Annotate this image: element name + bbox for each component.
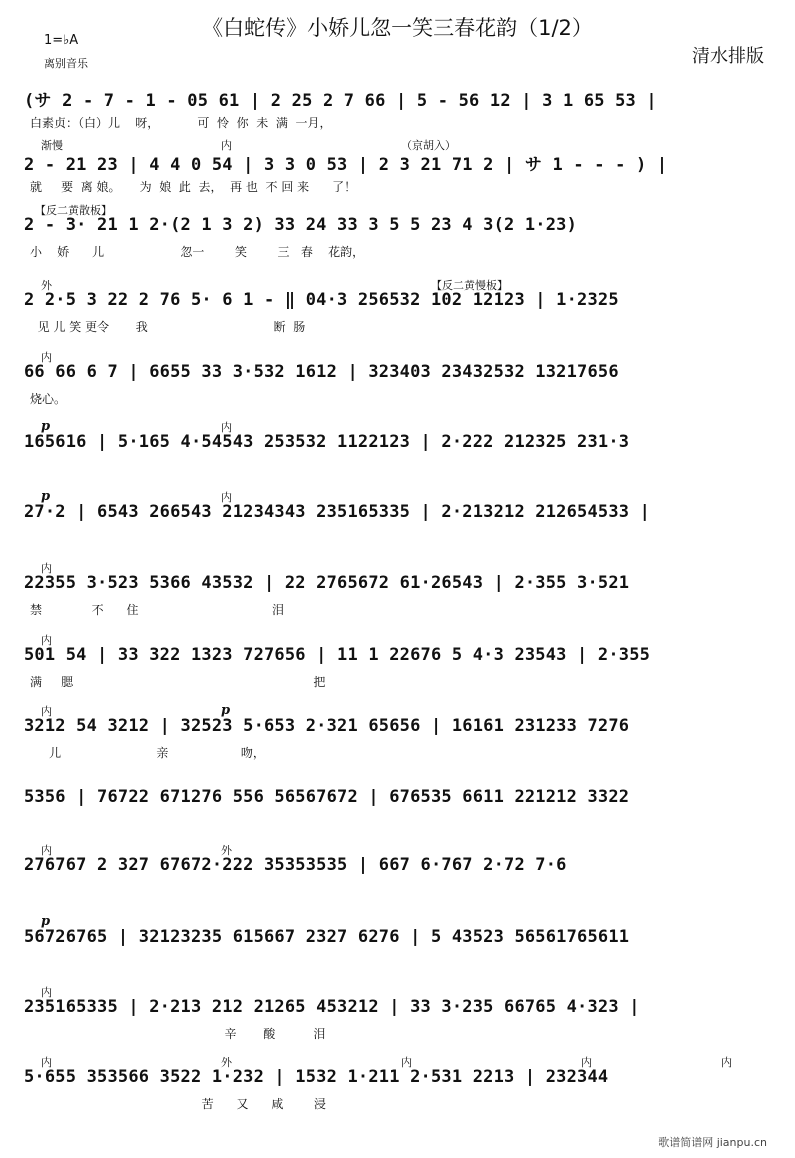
performance-marking: 渐慢 [41,139,63,152]
performance-marking: 内 [581,1056,592,1069]
key-signature: 1=♭A [44,33,79,48]
performance-marking: 内 [721,1056,732,1069]
score-system-notes: 5356 | 76722 671276 556 56567672 | 676535 6611 221212 3322 [24,787,630,807]
performance-marking: 外 [221,844,232,857]
score-system-lyrics: 儿 亲 吻， [30,746,265,760]
performance-marking: 外 [41,279,52,292]
score-system-notes: (サ 2 - 7 - 1 - 05 61 | 2 25 2 7 66 | 5 - 56 12 | 3 1 65 53 | [24,91,657,111]
score-system-notes: 27·2 | 6543 266543 21234343 235165335 | 2·213212 212654533 | [24,502,651,522]
performance-marking: 内 [41,705,52,718]
performance-marking: 内 [41,1056,52,1069]
score-system-notes: 276767 2 327 67672·222 35353535 | 667 6·767 2·72 7·6 [24,855,567,875]
performance-marking: 内 [401,1056,412,1069]
score-system-lyrics: 满 腮 把 [30,675,326,689]
performance-marking: 【反二黄散板】 [35,204,112,217]
score-system-lyrics: 见 儿 笑 更令 我 断 肠 [30,320,306,334]
score-system-notes: 165616 | 5·165 4·54543 253532 1122123 | 2·222 212325 231·3 [24,432,630,452]
performance-marking: 内 [41,634,52,647]
score-system-notes: 56726765 | 32123235 615667 2327 6276 | 5 43523 56561765611 [24,927,630,947]
score-system-lyrics: 禁 不 住 泪 [30,603,284,617]
performance-marking: 内 [41,351,52,364]
score-system-lyrics: 小 娇 儿 忽一 笑 三 春 花韵， [30,245,365,259]
page-title: 《白蛇传》小娇儿忽一笑三春花韵（1/2） [202,16,593,40]
performance-marking: 内 [221,421,232,434]
score-system-notes: 3212 54 3212 | 32523 5·653 2·321 65656 | 16161 231233 7276 [24,716,630,736]
score-system-notes: 2 - 21 23 | 4 4 0 54 | 3 3 0 53 | 2 3 21 71 2 | サ 1 - - - ) | [24,155,668,175]
performance-marking: p [41,419,51,434]
key-note: 离别音乐 [44,57,88,70]
score-system-notes: 2 - 3· 21 1 2·(2 1 3 2) 33 24 33 3 5 5 23 4 3(2 1·23) [24,215,578,235]
performance-marking: 内 [41,986,52,999]
score-system-notes: 501 54 | 33 322 1323 727656 | 11 1 22676 5 4·3 23543 | 2·355 [24,645,651,665]
score-system-notes: 66 66 6 7 | 6655 33 3·532 1612 | 323403 23432532 13217656 [24,362,619,382]
score-system-lyrics: 就 要 离 娘。 为 娘 此 去， 再 也 不 回 来 了！ [30,180,357,194]
performance-marking: 内 [41,562,52,575]
score-system-notes: 2 2·5 3 22 2 76 5· 6 1 - ‖ 04·3 256532 102 12123 | 1·2325 [24,290,619,310]
performance-marking: p [41,489,51,504]
performance-marking: （京胡入） [401,139,456,152]
performance-marking: 内 [221,139,232,152]
score-system-notes: 5·655 353566 3522 1·232 | 1532 1·211 2·531 2213 | 232344 [24,1067,609,1087]
performance-marking: 内 [221,491,232,504]
performance-marking: p [41,914,51,929]
score-system-lyrics: 烧心。 [30,392,67,406]
score-system-lyrics: 白素贞：（白）儿 呀， 可 怜 你 未 满 一月， [30,116,332,130]
score-system-lyrics: 苦 又 咸 浸 [30,1097,326,1111]
performance-marking: 【反二黄慢板】 [431,279,508,292]
score-system-notes: 235165335 | 2·213 212 21265 453212 | 33 3·235 66765 4·323 | [24,997,640,1017]
score-system-notes: 22355 3·523 5366 43532 | 22 2765672 61·26543 | 2·355 3·521 [24,573,630,593]
score-system-lyrics: 辛 酸 泪 [30,1027,326,1041]
arranger-credit: 清水排版 [692,46,764,67]
site-watermark: 歌谱简谱网 jianpu.cn [658,1136,767,1149]
performance-marking: 内 [41,844,52,857]
performance-marking: p [221,703,231,718]
performance-marking: 外 [221,1056,232,1069]
